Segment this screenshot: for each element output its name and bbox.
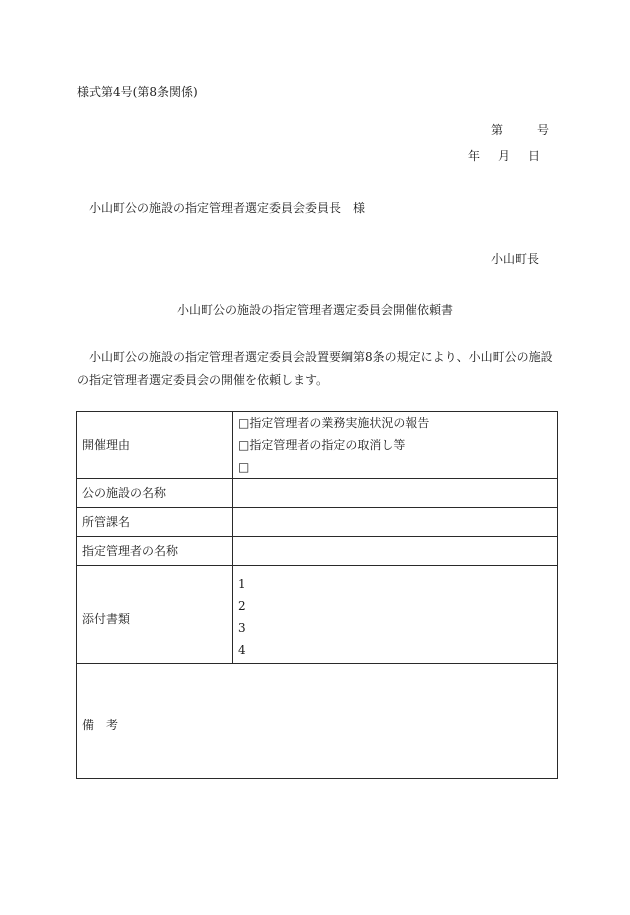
sender: 小山町長 bbox=[491, 252, 540, 266]
document-number-line bbox=[491, 122, 549, 138]
reason-option-revocation[interactable]: □指定管理者の指定の取消し等 bbox=[238, 438, 406, 452]
form-number: 様式第4号(第8条関係) bbox=[77, 85, 198, 99]
table-row-manager-name bbox=[77, 537, 558, 566]
attachments-list bbox=[233, 566, 558, 664]
document-title: 小山町公の施設の指定管理者選定委員会開催依頼書 bbox=[176, 303, 453, 317]
reason-options bbox=[233, 412, 558, 479]
date-line bbox=[468, 148, 540, 164]
attachment-item-2[interactable]: 2 bbox=[238, 599, 246, 613]
addressee-name: 小山町公の施設の指定管理者選定委員会委員長 bbox=[89, 201, 342, 215]
table-row-remarks bbox=[77, 664, 558, 779]
addressee-honorific: 様 bbox=[353, 201, 366, 215]
number-prefix: 第 bbox=[491, 123, 504, 137]
remarks-label-char-2: 考 bbox=[106, 718, 119, 732]
attachment-item-3[interactable]: 3 bbox=[238, 621, 246, 635]
table-row-facility-name bbox=[77, 479, 558, 508]
remarks-cell[interactable] bbox=[77, 664, 558, 779]
department-value[interactable] bbox=[233, 508, 558, 537]
attachment-item-4[interactable]: 4 bbox=[238, 643, 246, 657]
reason-option-other[interactable]: □ bbox=[238, 460, 250, 474]
table-row-department bbox=[77, 508, 558, 537]
facility-name-value[interactable] bbox=[233, 479, 558, 508]
addressee bbox=[89, 200, 365, 216]
manager-name-label: 指定管理者の名称 bbox=[77, 537, 233, 566]
body-text: 小山町公の施設の指定管理者選定委員会設置要綱第8条の規定により、小山町公の施設の指定管理者選定委員会の開催を依頼します。 bbox=[77, 350, 553, 387]
date-day-label: 日 bbox=[528, 149, 541, 163]
reason-option-report[interactable]: □指定管理者の業務実施状況の報告 bbox=[238, 416, 430, 430]
date-year-label: 年 bbox=[468, 149, 481, 163]
attachments-cell bbox=[77, 566, 233, 664]
number-suffix: 号 bbox=[537, 123, 550, 137]
date-month-label: 月 bbox=[498, 149, 511, 163]
facility-name-label: 公の施設の名称 bbox=[77, 479, 233, 508]
department-label: 所管課名 bbox=[77, 508, 233, 537]
remarks-label-char-1: 備 bbox=[82, 718, 95, 732]
attachment-item-1[interactable]: 1 bbox=[238, 577, 246, 591]
attachments-label: 添付書類 bbox=[82, 611, 131, 626]
remarks-label bbox=[82, 709, 552, 733]
table-row-reason bbox=[77, 412, 558, 479]
manager-name-value[interactable] bbox=[233, 537, 558, 566]
request-table bbox=[76, 411, 558, 779]
reason-label: 開催理由 bbox=[77, 412, 233, 479]
table-row-attachments bbox=[77, 566, 558, 664]
